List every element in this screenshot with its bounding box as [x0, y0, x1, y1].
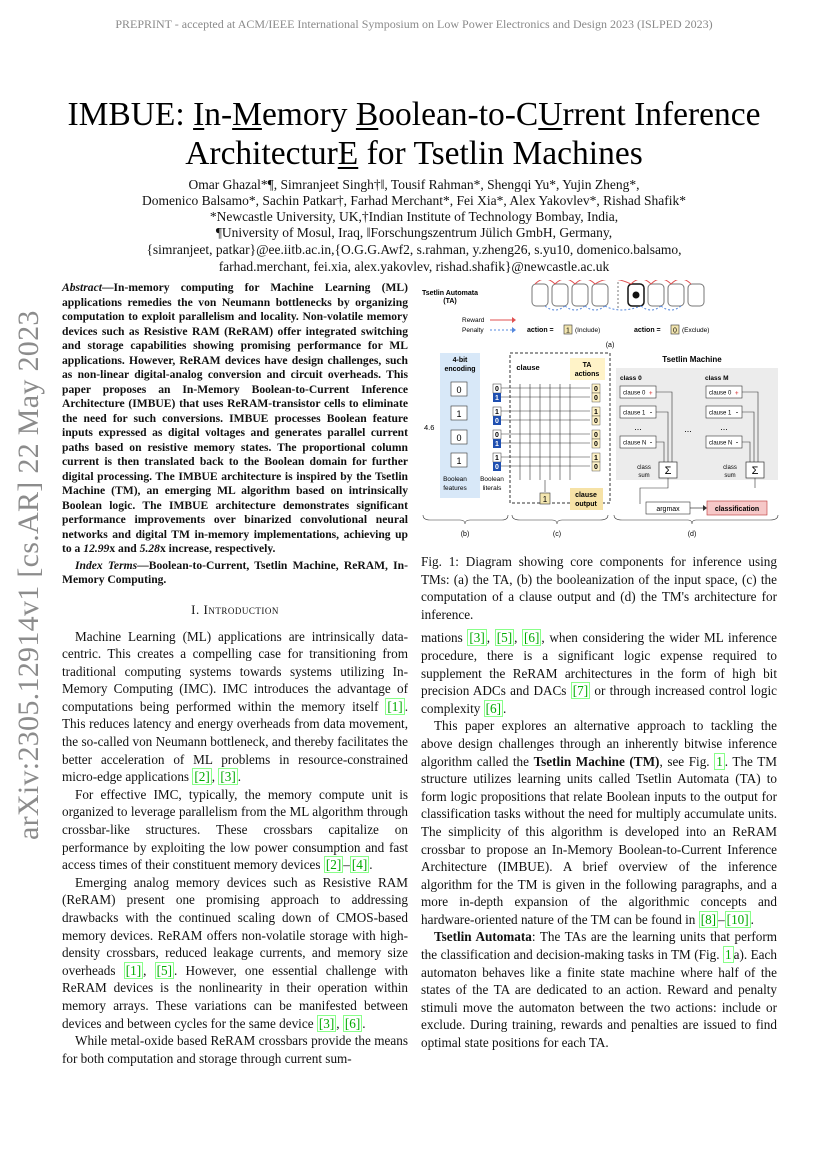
- svg-text:...: ...: [720, 422, 728, 432]
- citation-link[interactable]: [10]: [726, 911, 749, 927]
- svg-text:clause N: clause N: [709, 440, 733, 447]
- citation-link[interactable]: [3]: [469, 630, 485, 646]
- svg-text:0: 0: [456, 385, 462, 395]
- svg-text:...: ...: [634, 422, 642, 432]
- svg-text:1: 1: [594, 455, 598, 462]
- svg-text:0: 0: [594, 386, 598, 393]
- svg-text:Σ: Σ: [664, 465, 672, 477]
- svg-text:(Include): (Include): [575, 327, 601, 334]
- right-paragraph-3: Tsetlin Automata: The TAs are the learning units that perform the classification and decision-making tasks in TM (Fig. 1 a). Each automaton behaves like a finite state machine where half of the states of the TA are dedicated to an action. Reward and penalty stimuli move the automaton between the two actions: include or exclude. During training, rewards and penalties are issued to find optimal state positions for each TA.: [421, 929, 778, 1051]
- svg-text:4-bit: 4-bit: [452, 357, 468, 364]
- svg-text:0: 0: [673, 327, 677, 335]
- svg-text:class M: class M: [705, 375, 729, 382]
- svg-text:0: 0: [594, 464, 598, 471]
- authors-line-1: Omar Ghazal*¶, Simranjeet Singh†‖, Tousif Rahman*, Shengqi Yu*, Yujin Zheng*,: [188, 177, 640, 192]
- svg-text:action =: action =: [527, 327, 554, 334]
- citation-link[interactable]: [2]: [194, 769, 210, 785]
- svg-text:Penalty: Penalty: [462, 327, 484, 334]
- svg-text:TA: TA: [582, 362, 592, 369]
- svg-text:1: 1: [495, 409, 499, 416]
- svg-text:1: 1: [566, 327, 570, 335]
- svg-text:1: 1: [495, 395, 499, 402]
- svg-text:clause 0: clause 0: [623, 390, 646, 397]
- citation-link[interactable]: [8]: [700, 911, 717, 927]
- svg-text:sum: sum: [638, 473, 650, 479]
- affiliation-line-2: ¶University of Mosul, Iraq, ‖Forschungszentrum Jülich GmbH, Germany,: [215, 225, 613, 240]
- intro-paragraph-2: For effective IMC, typically, the memory compute unit is organized to leverage parallelism from the ML algorithm through crossbar-like structures. These crossbars capitalize on performance by exploiting the low power consumption and fast access times of their constituent memory devices [2] – [4] .: [62, 786, 408, 873]
- citation-link[interactable]: [3]: [220, 769, 236, 785]
- svg-text:0: 0: [495, 386, 499, 393]
- preprint-header: PREPRINT - accepted at ACM/IEEE International Symposium on Low Power Electronics and Design 2023 (ISLPED 2023): [115, 17, 713, 31]
- citation-link[interactable]: [7]: [572, 683, 589, 699]
- svg-text:(c): (c): [552, 531, 562, 538]
- svg-text:literals: literals: [482, 485, 502, 492]
- figure-link[interactable]: 1: [716, 753, 723, 769]
- figure-link[interactable]: 1: [725, 947, 732, 963]
- svg-text:Tsetlin Machine: Tsetlin Machine: [662, 355, 722, 364]
- svg-text:(TA): (TA): [443, 298, 457, 305]
- emails-line-2: farhad.merchant, fei.xia, alex.yakovlev, rishad.shafik}@newcastle.ac.uk: [218, 259, 610, 274]
- citation-link[interactable]: [6]: [524, 630, 540, 646]
- section-heading: I. Introduction: [191, 601, 279, 617]
- citation-link[interactable]: [6]: [344, 1015, 361, 1031]
- svg-text:0: 0: [594, 395, 598, 402]
- svg-text:actions: actions: [574, 371, 600, 378]
- index-terms: Index Terms—Boolean-to-Current, Tsetlin Machine, ReRAM, In-Memory Computing.: [62, 558, 408, 586]
- intro-paragraph-4: While metal-oxide based ReRAM crossbars provide the means for both computation and storage through current sum-: [62, 1033, 408, 1066]
- svg-text:Boolean: Boolean: [443, 476, 467, 483]
- svg-text:classification: classification: [714, 506, 760, 513]
- svg-text:+: +: [649, 391, 653, 397]
- svg-text:1: 1: [495, 441, 499, 448]
- svg-text:(Exclude): (Exclude): [682, 327, 710, 334]
- intro-paragraph-1: Machine Learning (ML) applications are intrinsically data-centric. This creates a compelling case for transitioning from traditional computing systems towards systems utilizing In-Memory Computing (IMC). IMC introduces the advantage of computations being performed within the memory itself [1] . This reduces latency and energy overheads from data movement, the so-called von Neumann bottleneck, and thereby facilitates the better acceleration of ML problems in resource-constrained micro-edge applications [2] , [3] .: [62, 628, 408, 785]
- svg-text:0: 0: [495, 432, 499, 439]
- svg-text:0: 0: [495, 418, 499, 425]
- svg-text:...: ...: [684, 424, 692, 434]
- svg-text:clause 0: clause 0: [709, 390, 732, 397]
- figure-1-diagram: [420, 280, 780, 545]
- ta-label: Tsetlin Automata: [421, 290, 479, 297]
- svg-text:class: class: [723, 465, 737, 471]
- svg-text:output: output: [575, 501, 597, 508]
- svg-text:1: 1: [456, 409, 462, 419]
- svg-text:encoding: encoding: [444, 366, 476, 373]
- svg-text:0: 0: [594, 418, 598, 425]
- svg-text:clause: clause: [575, 492, 597, 499]
- citation-link[interactable]: [4]: [351, 857, 368, 873]
- authors-line-2: Domenico Balsamo*, Sachin Patkar†, Farhad Merchant*, Fei Xia*, Alex Yakovlev*, Rishad Shafik*: [141, 193, 687, 208]
- arxiv-sidebar-stamp: arXiv:2305.12914v1 [cs.AR] 22 May 2023: [12, 310, 45, 840]
- svg-text:sum: sum: [724, 473, 736, 479]
- svg-text:1: 1: [495, 455, 499, 462]
- svg-text:0: 0: [456, 433, 462, 443]
- citation-link[interactable]: [5]: [496, 630, 513, 646]
- paper-title: IMBUE: In-Memory Boolean-to-CUrrent Inference ArchitecturE for Tsetlin Machines: [67, 96, 761, 172]
- citation-link[interactable]: [1]: [387, 698, 403, 714]
- svg-text:-: -: [650, 410, 652, 417]
- svg-text:clause: clause: [516, 363, 540, 372]
- svg-text:-: -: [650, 440, 652, 447]
- abstract: Abstract—In-memory computing for Machine Learning (ML) applications remedies the von Neumann bottlenecks by organizing computation to exploit parallelism and locality. Non-volatile memory devices such as Resistive RAM (ReRAM) offer integrated switching and storage capabilities showing promising performance for ML applications. However, ReRAM devices have design challenges, such as non-linear digital-analog conversion and circuit overheads. This paper proposes an In-Memory Boolean-to-Current Inference Architecture (IMBUE) that uses ReRAM-transistor cells to eliminate the need for such conversions. IMBUE processes Boolean feature inputs expressed as digital voltages and generates parallel current paths based on resistive memory states. The proportional column current is then translated back to the Boolean domain for further digital processing. The IMBUE architecture is inspired by the Tsetlin Machine (TM), an emerging ML algorithm based on intrinsically Boolean logic. The IMBUE architecture demonstrates significant performance improvements over binarized convolutional neural networks and digital TM in-memory implementations, achieving up to a 12.99x and 5.28x increase, respectively.: [62, 281, 408, 555]
- svg-text:clause N: clause N: [623, 440, 647, 447]
- svg-text:clause 1: clause 1: [623, 410, 646, 417]
- svg-text:clause 1: clause 1: [709, 410, 732, 417]
- svg-text:1: 1: [456, 456, 462, 466]
- svg-text:Boolean: Boolean: [480, 476, 504, 483]
- svg-text:1: 1: [542, 495, 548, 504]
- svg-text:(a): (a): [605, 342, 615, 349]
- svg-text:1: 1: [594, 409, 598, 416]
- svg-text:(d): (d): [687, 531, 697, 538]
- citation-link[interactable]: [3]: [318, 1015, 335, 1031]
- svg-text:-: -: [736, 440, 738, 447]
- svg-text:0: 0: [495, 464, 499, 471]
- svg-text:features: features: [443, 485, 467, 492]
- svg-text:4.6: 4.6: [424, 423, 435, 432]
- svg-text:class: class: [637, 465, 651, 471]
- citation-link[interactable]: [5]: [156, 962, 173, 978]
- citation-link[interactable]: [2]: [325, 857, 342, 873]
- emails-line-1: {simranjeet, patkar}@ee.iitb.ac.in,{O.G.G.Awf2, s.rahman, y.zheng26, s.yu10, domenico.balsamo,: [146, 242, 682, 257]
- svg-text:class 0: class 0: [620, 375, 642, 382]
- right-paragraph-1: mations [3] , [5] , [6] , when considering the wider ML inference procedure, there is a significant logic expense required to supplement the ReRAM architectures in the form of high bit precision ADCs and DACs [7] or through increased control logic complexity [6] .: [421, 630, 777, 716]
- svg-text:action =: action =: [634, 327, 661, 334]
- affiliation-line-1: *Newcastle University, UK,†Indian Institute of Technology Bombay, India,: [209, 209, 619, 224]
- svg-text:0: 0: [594, 432, 598, 439]
- intro-paragraph-3: Emerging analog memory devices such as Resistive RAM (ReRAM) present one promising approach to addressing drawbacks with the continued scaling down of CMOS-based memory devices. ReRAM offers non-volatile storage with high-density crossbars, reduced leakage currents, and memory size overheads [1] , [5] . However, one essential challenge with ReRAM devices is the nonlinearity in their operation within memory arrays. These variations can be manifested between devices and between cycles for the same device [3] , [6] .: [62, 874, 408, 1031]
- citation-link[interactable]: [6]: [485, 700, 502, 716]
- figure-caption: Fig. 1: Diagram showing core components for inference using TMs: (a) the TA, (b) the booleanization of the input space, (c) the computation of a clause output and (d) the TM's architecture for inference.: [421, 554, 777, 622]
- svg-text:argmax: argmax: [656, 506, 680, 513]
- svg-text:-: -: [736, 410, 738, 417]
- svg-text:(b): (b): [460, 531, 470, 538]
- citation-link[interactable]: [1]: [125, 962, 142, 978]
- svg-text:Σ: Σ: [751, 465, 759, 477]
- svg-text:Reward: Reward: [462, 317, 485, 324]
- svg-text:+: +: [735, 391, 739, 397]
- svg-text:0: 0: [594, 441, 598, 448]
- right-paragraph-2: This paper explores an alternative approach to tackling the above design challenges through an inherently bitwise inference algorithm called the Tsetlin Machine (TM), see Fig. 1 . The TM structure utilizes learning units called Tsetlin Automata (TA) to form logic propositions that relate Boolean inputs to the output for classification tasks without the need for multiply accumulate units. The simplicity of this algorithm is developed into an ReRAM crossbar to propose an In-Memory Boolean-to-Current Inference Architecture (IMBUE). A brief overview of the inference algorithm for the TM is given in the following paragraphs, and a more in-depth expansion of the algorithmic concepts and hardware-oriented nature of the TM can be found in [8] – [10] .: [421, 718, 778, 927]
